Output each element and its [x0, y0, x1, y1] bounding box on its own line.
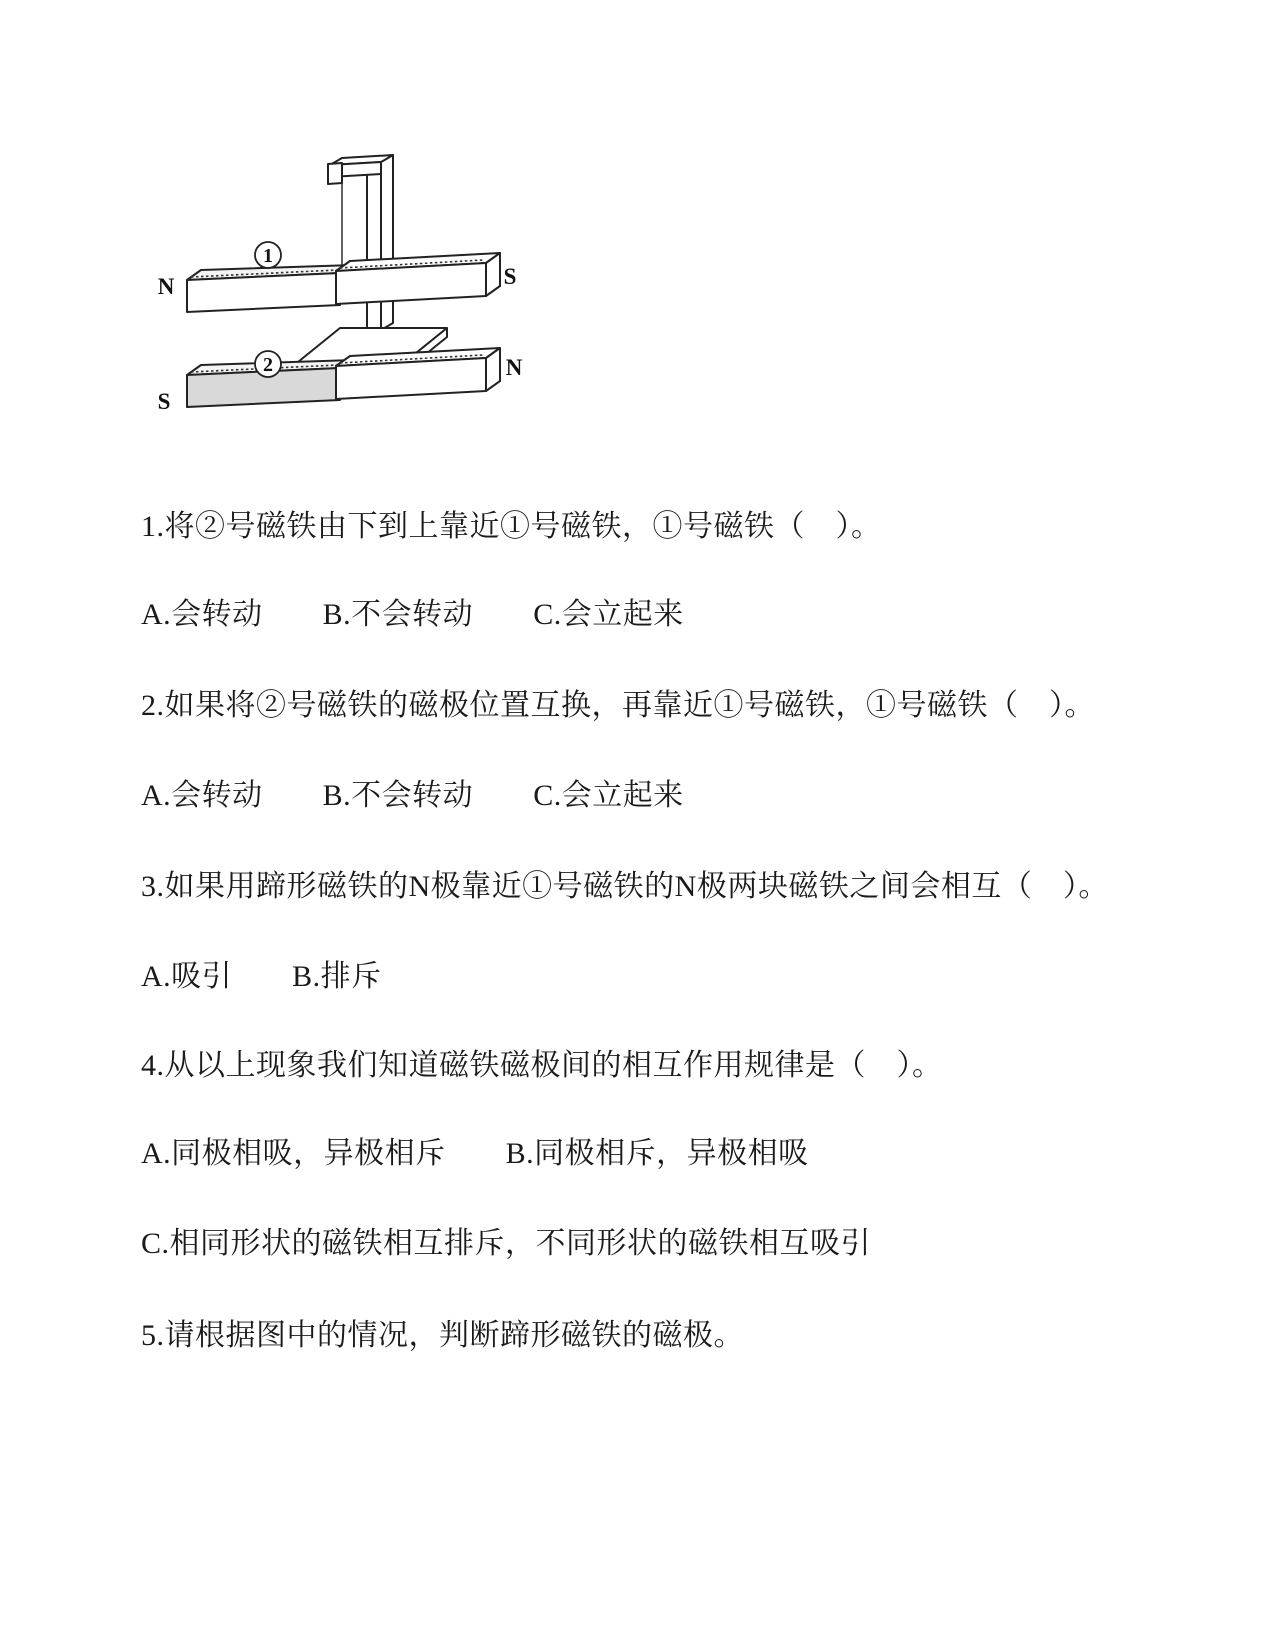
stand-post	[367, 155, 393, 330]
magnet1-number: 1	[263, 245, 273, 267]
question-2-option-b: B.不会转动	[322, 779, 474, 812]
question-4-option-a: A.同极相吸，异极相斥	[141, 1137, 446, 1170]
magnet-apparatus-drawing	[130, 122, 550, 422]
question-4-option-b: B.同极相斥，异极相吸	[505, 1137, 809, 1170]
question-2-option-a: A.会转动	[141, 779, 263, 812]
question-4-options-ab	[141, 1135, 809, 1173]
magnet2-south-label: S	[157, 389, 171, 414]
question-2-option-c: C.会立起来	[533, 779, 684, 812]
question-1-option-b: B.不会转动	[322, 598, 474, 631]
question-1-options	[141, 596, 684, 634]
question-2-stem: 2.如果将②号磁铁的磁极位置互换，再靠近①号磁铁，①号磁铁（ ）。	[141, 689, 1095, 722]
question-3-option-b: B.排斥	[292, 960, 382, 993]
question-1-option-c: C.会立起来	[533, 598, 684, 631]
question-3-options	[141, 958, 382, 996]
magnet1-north-label: N	[157, 274, 175, 299]
magnet1-south-label: S	[503, 264, 517, 289]
question-1-option-a: A.会转动	[141, 598, 263, 631]
question-3-option-a: A.吸引	[141, 960, 233, 993]
question-4-stem: 4.从以上现象我们知道磁铁磁极间的相互作用规律是（ ）。	[141, 1049, 943, 1082]
question-4-option-c: C.相同形状的磁铁相互排斥，不同形状的磁铁相互吸引	[141, 1227, 872, 1260]
question-3-stem: 3.如果用蹄形磁铁的N极靠近①号磁铁的N极两块磁铁之间会相互（ ）。	[141, 870, 1109, 903]
magnet2-north-label: N	[505, 355, 523, 380]
magnet2-number-badge	[255, 351, 281, 377]
question-2-options	[141, 777, 684, 815]
magnet2-number: 2	[263, 354, 273, 376]
magnet-1	[187, 253, 500, 312]
question-1-stem: 1.将②号磁铁由下到上靠近①号磁铁，①号磁铁（ ）。	[141, 510, 882, 543]
magnet1-number-badge	[255, 242, 281, 268]
question-5-stem: 5.请根据图中的情况，判断蹄形磁铁的磁极。	[141, 1319, 744, 1352]
question-4-options-c	[141, 1225, 871, 1263]
magnet-apparatus-figure	[130, 122, 550, 422]
